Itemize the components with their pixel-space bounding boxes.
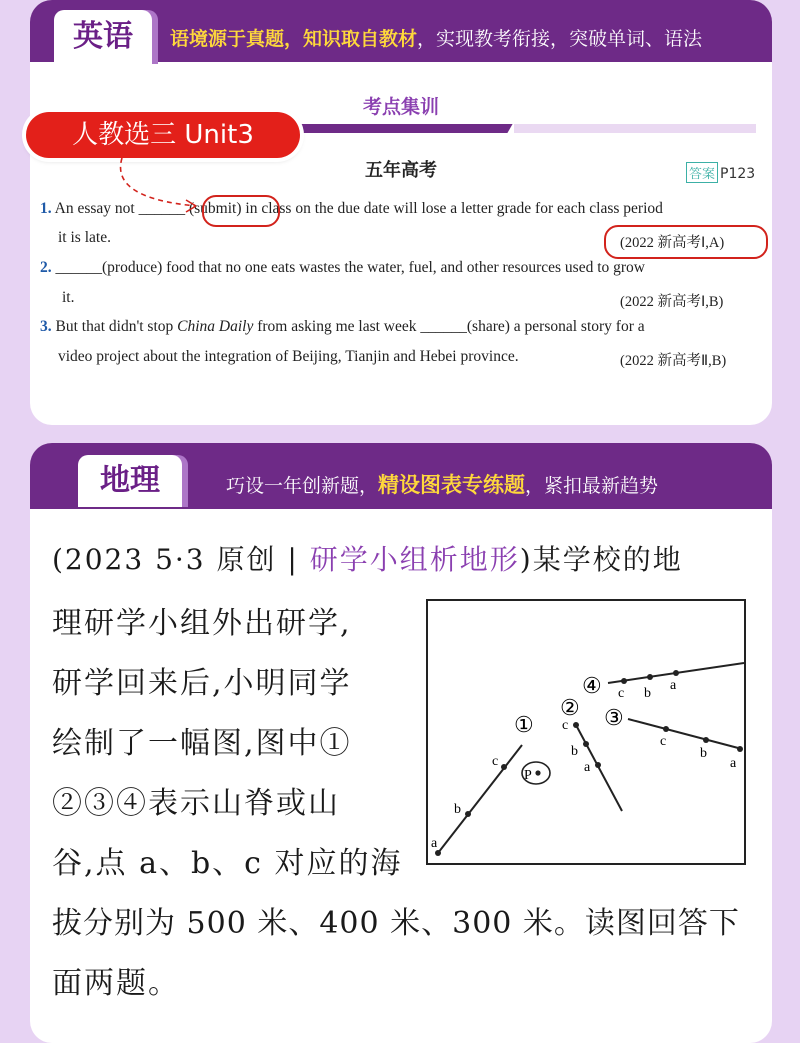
geo-body-line: 拔分别为 500 米、400 米、300 米。读图回答下 — [52, 906, 740, 941]
label-line-1: ① — [514, 712, 534, 737]
geography-slogan-highlight: 精设图表专练题 — [378, 473, 526, 497]
geo-body-line: ②③④表示山脊或山 — [52, 786, 340, 821]
label-a: a — [584, 760, 591, 775]
label-c: c — [492, 754, 499, 769]
label-line-3: ③ — [604, 705, 624, 730]
label-c: c — [660, 734, 667, 749]
ridge-valley-line-3 — [628, 719, 742, 749]
geo-body-line: 面两题。 — [52, 966, 180, 1001]
answer-page: P123 — [720, 166, 756, 182]
question-hint: (submit) — [188, 200, 242, 217]
geo-intro-close: )某学校的地 — [519, 543, 683, 576]
english-tab: 英语 — [54, 10, 152, 64]
geo-body-line: 绘制了一幅图,图中① — [52, 726, 352, 761]
label-b: b — [571, 744, 578, 759]
geo-intro-topic: 研学小组析地形 — [309, 543, 520, 576]
terrain-sketch — [428, 601, 744, 863]
label-p: P — [524, 768, 532, 783]
question-3-line-2: video project about the integration of Beijing, Tianjin and Hebei province. — [58, 348, 519, 365]
newspaper-name: China Daily — [177, 318, 254, 335]
question-2-line-2: it. — [62, 289, 75, 306]
geography-slogan-part-3: ，紧扣最新趋势 — [525, 475, 659, 497]
question-3-line-1 — [40, 318, 645, 336]
terrain-figure — [426, 599, 746, 865]
geo-body-line: 理研学小组外出研学, — [52, 606, 352, 641]
question-1-source: (2022 新高考Ⅰ,A) — [620, 235, 725, 251]
ridge-valley-line-1 — [438, 745, 522, 853]
label-b: b — [700, 746, 707, 761]
geo-body-line: 研学回来后,小明同学 — [52, 666, 352, 701]
label-b: b — [454, 802, 461, 817]
pointer-arrow — [0, 0, 800, 260]
geography-tab: 地理 — [78, 455, 182, 507]
label-line-4: ④ — [582, 673, 602, 698]
question-3-source: (2022 新高考Ⅱ,B) — [620, 353, 727, 369]
question-text: from asking me last week ______(share) a personal story for a — [253, 318, 645, 335]
label-c: c — [562, 718, 569, 733]
english-slogan-highlight: 语境源于真题，知识取自教材 — [170, 28, 418, 50]
question-2-line-1 — [40, 259, 645, 277]
label-line-2: ② — [560, 695, 580, 720]
question-text: in class on the due date will lose a letter grade for each class period — [245, 200, 663, 217]
question-2-source: (2022 新高考Ⅰ,B) — [620, 294, 724, 310]
geography-slogan-part-1: 巧设一年创新题， — [226, 475, 379, 497]
geography-header — [30, 443, 772, 509]
answer-label: 答案 — [686, 162, 718, 183]
section-title: 考点集训 — [362, 96, 439, 118]
question-text: ______(produce) food that no one eats wastes the water, fuel, and other resources used to grow — [55, 259, 645, 276]
label-a: a — [431, 836, 438, 851]
question-number: 3. — [40, 318, 52, 335]
sub-title: 五年高考 — [365, 160, 437, 181]
geography-card — [30, 443, 772, 1043]
geography-slogan — [226, 469, 658, 499]
question-1-line-2: it is late. — [58, 229, 111, 246]
geo-intro-line — [52, 538, 683, 578]
geo-body-line: 谷,点 a、b、c 对应的海 — [52, 846, 403, 881]
label-b: b — [644, 686, 651, 701]
geo-intro-open: (2023 5·3 原创 | — [52, 543, 310, 576]
ridge-valley-line-2 — [576, 725, 622, 811]
english-slogan-rest: ，实现教考衔接，突破单词、语法 — [417, 28, 703, 50]
question-number: 2. — [40, 259, 52, 276]
question-number: 1. — [40, 200, 52, 217]
label-a: a — [670, 678, 677, 693]
unit-badge: 人教选三 Unit3 — [26, 112, 300, 158]
question-text: But that didn't stop — [55, 318, 178, 335]
label-a: a — [730, 756, 737, 771]
question-text: An essay not ______ — [54, 200, 186, 217]
label-c: c — [618, 686, 625, 701]
